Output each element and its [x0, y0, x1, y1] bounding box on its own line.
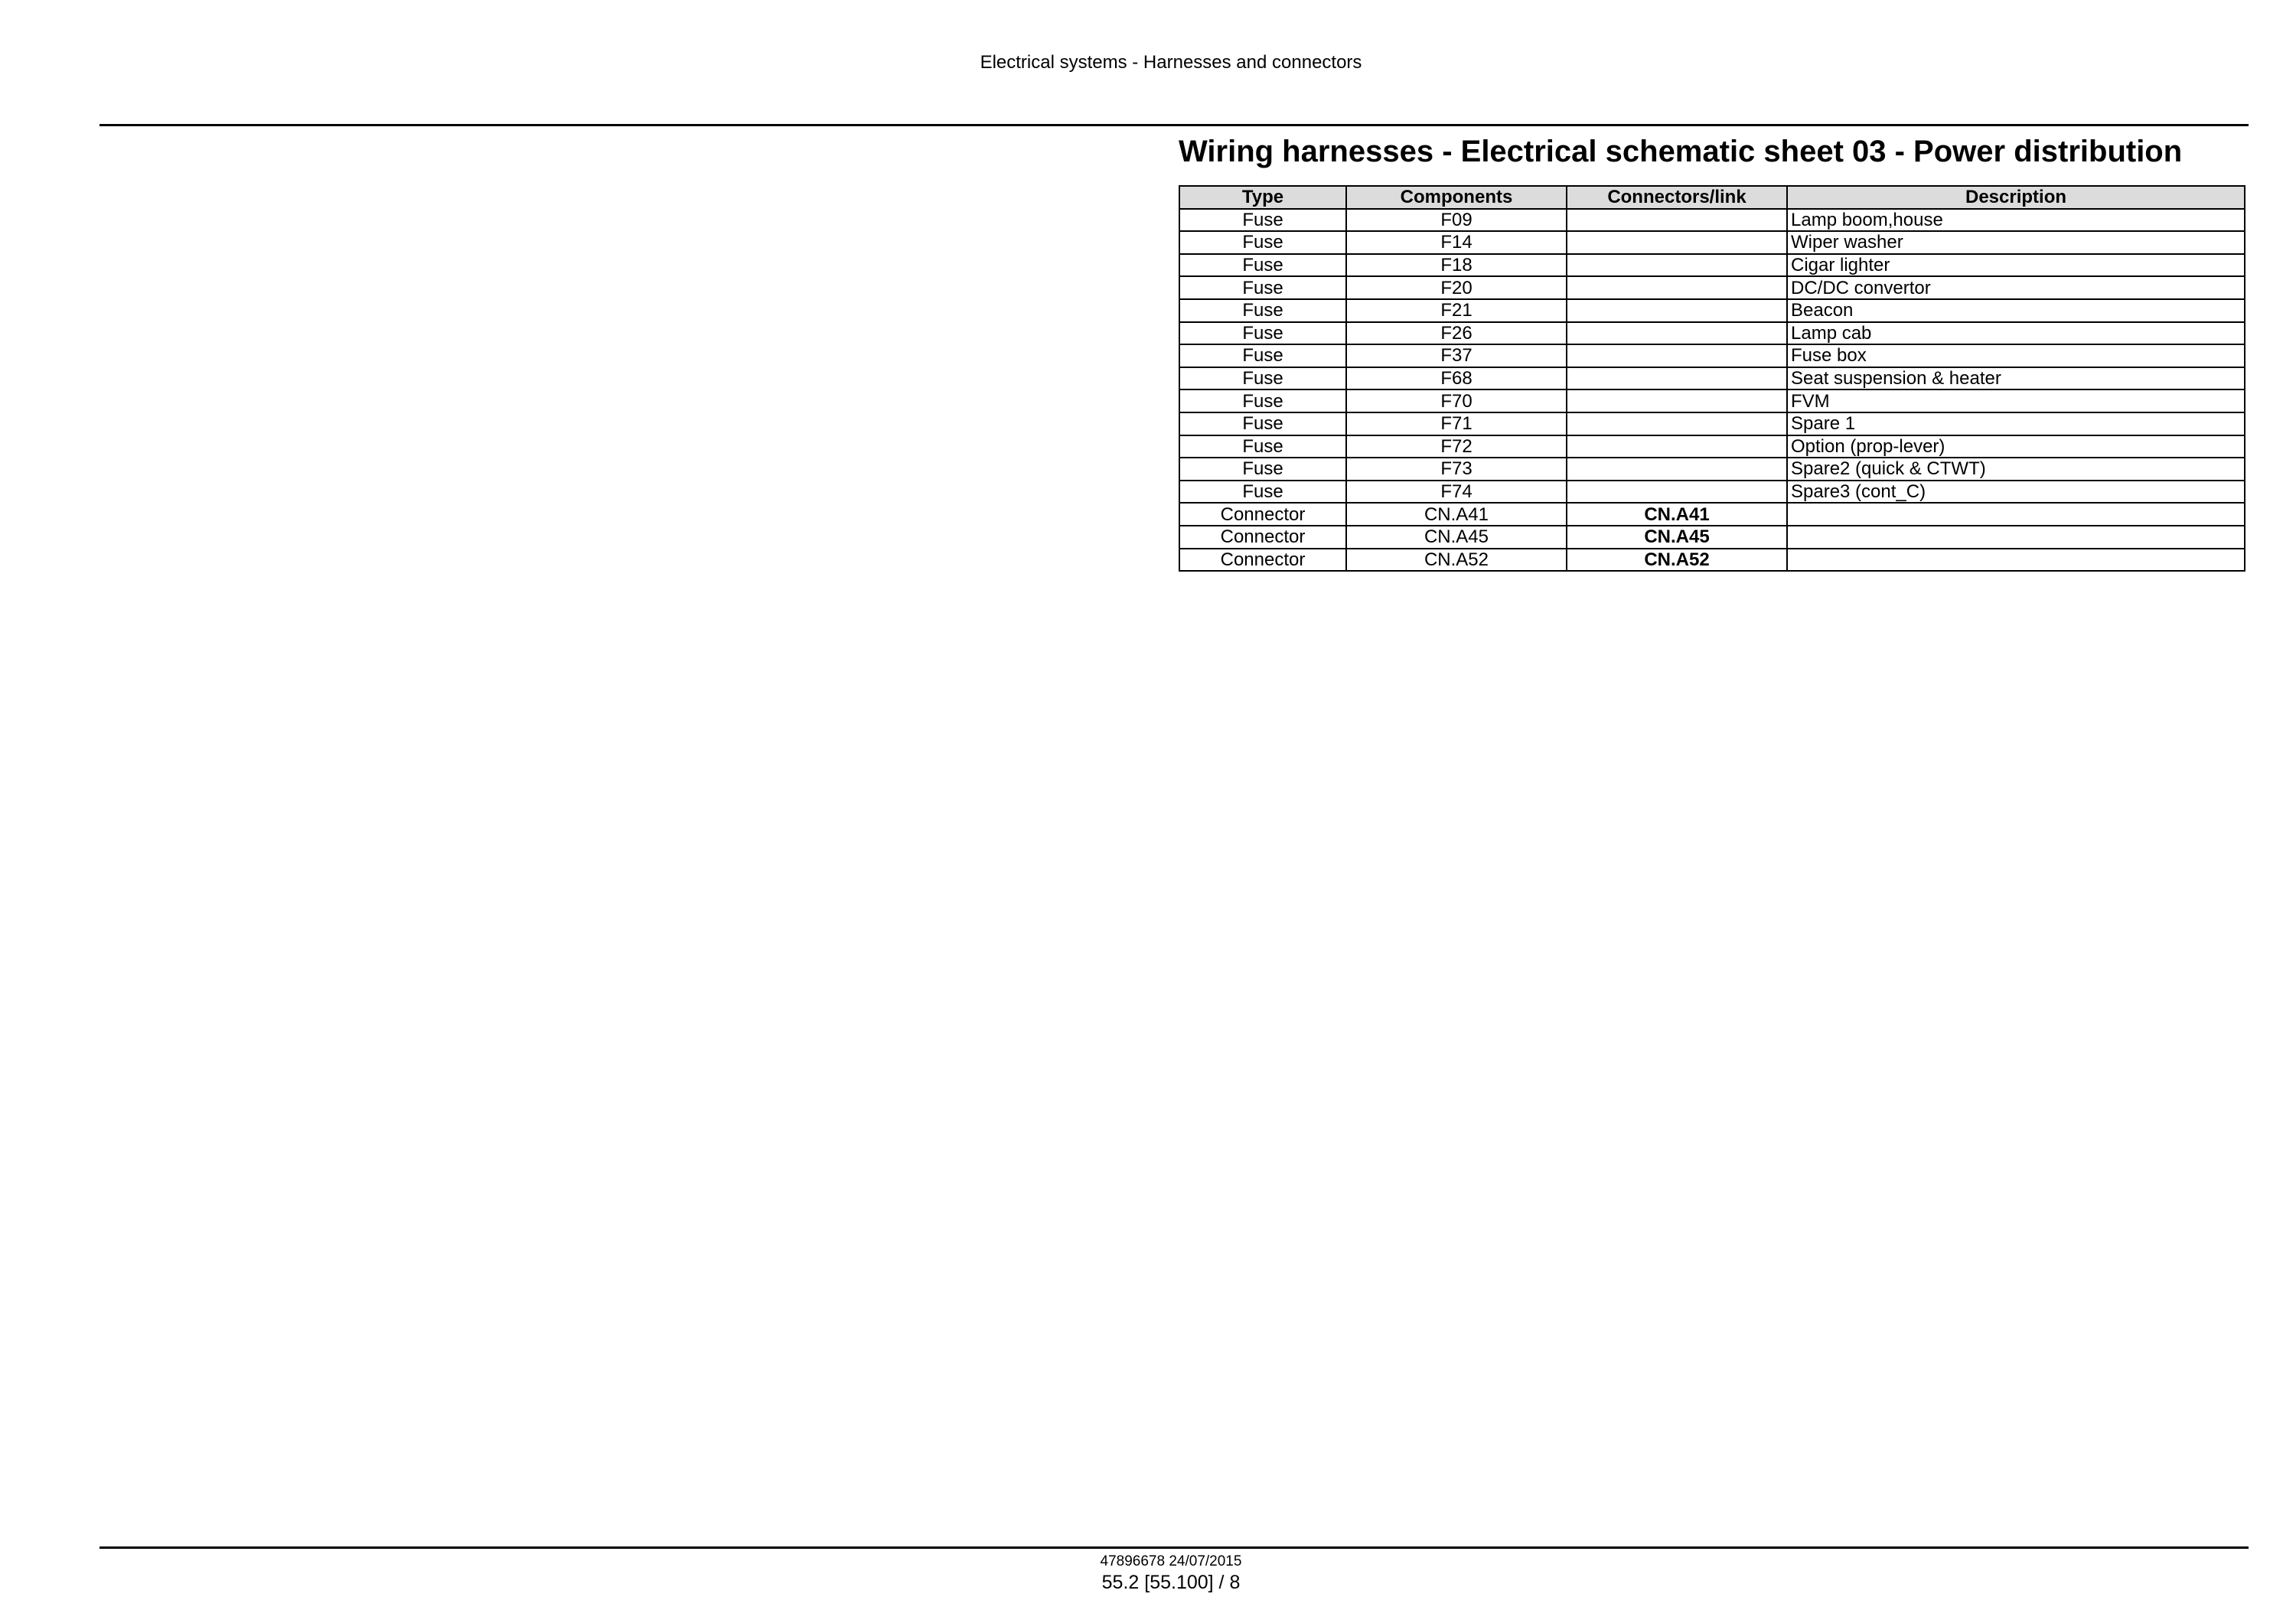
table-row	[1179, 526, 2245, 549]
cell-description: DC/DC convertor	[1787, 276, 2245, 299]
table-row	[1179, 435, 2245, 458]
table-row	[1179, 458, 2245, 481]
cell-description: Seat suspension & heater	[1787, 367, 2245, 390]
cell-description: Wiper washer	[1787, 231, 2245, 254]
cell-connector	[1567, 299, 1787, 322]
cell-description: Spare2 (quick & CTWT)	[1787, 458, 2245, 481]
cell-connector: CN.A52	[1567, 549, 1787, 572]
cell-component: F09	[1346, 209, 1567, 232]
table-row	[1179, 231, 2245, 254]
cell-type: Fuse	[1179, 435, 1346, 458]
cell-connector	[1567, 322, 1787, 345]
cell-type: Fuse	[1179, 481, 1346, 504]
cell-connector	[1567, 344, 1787, 367]
cell-description: Beacon	[1787, 299, 2245, 322]
cell-type: Fuse	[1179, 367, 1346, 390]
table-row	[1179, 503, 2245, 526]
cell-connector: CN.A45	[1567, 526, 1787, 549]
cell-component: F18	[1346, 254, 1567, 277]
cell-component: F21	[1346, 299, 1567, 322]
cell-component: CN.A41	[1346, 503, 1567, 526]
table-header-row	[1179, 186, 2245, 209]
cell-type: Fuse	[1179, 322, 1346, 345]
cell-type: Fuse	[1179, 276, 1346, 299]
cell-connector	[1567, 412, 1787, 435]
cell-type: Fuse	[1179, 231, 1346, 254]
cell-component: F14	[1346, 231, 1567, 254]
cell-description: Cigar lighter	[1787, 254, 2245, 277]
cell-description: Spare 1	[1787, 412, 2245, 435]
cell-type: Fuse	[1179, 254, 1346, 277]
table-row	[1179, 481, 2245, 504]
cell-description	[1787, 526, 2245, 549]
table-row	[1179, 299, 2245, 322]
cell-description	[1787, 503, 2245, 526]
cell-type: Fuse	[1179, 412, 1346, 435]
table-row	[1179, 344, 2245, 367]
cell-component: CN.A45	[1346, 526, 1567, 549]
cell-connector	[1567, 458, 1787, 481]
components-table	[1179, 185, 2245, 572]
cell-component: F37	[1346, 344, 1567, 367]
table-row	[1179, 412, 2245, 435]
running-header: Electrical systems - Harnesses and connectors	[980, 52, 1362, 73]
cell-component: F68	[1346, 367, 1567, 390]
cell-component: F73	[1346, 458, 1567, 481]
cell-connector	[1567, 231, 1787, 254]
column-header-connectors-link: Connectors/link	[1567, 186, 1787, 209]
cell-component: F71	[1346, 412, 1567, 435]
cell-component: F74	[1346, 481, 1567, 504]
footer-page-ref: 55.2 [55.100] / 8	[1101, 1572, 1241, 1593]
header-rule	[99, 124, 2249, 126]
cell-component: F20	[1346, 276, 1567, 299]
column-header-description: Description	[1787, 186, 2245, 209]
cell-description: Lamp boom,house	[1787, 209, 2245, 232]
cell-connector	[1567, 367, 1787, 390]
cell-component: F70	[1346, 389, 1567, 412]
section-title: Wiring harnesses - Electrical schematic sheet 03 - Power distribution	[1179, 135, 2183, 168]
cell-connector	[1567, 254, 1787, 277]
footer-doc-code: 47896678 24/07/2015	[1100, 1553, 1242, 1569]
table-body	[1179, 209, 2245, 572]
cell-connector	[1567, 276, 1787, 299]
cell-description: Option (prop-lever)	[1787, 435, 2245, 458]
table-row	[1179, 276, 2245, 299]
cell-description: Lamp cab	[1787, 322, 2245, 345]
cell-type: Fuse	[1179, 344, 1346, 367]
cell-type: Connector	[1179, 549, 1346, 572]
cell-type: Fuse	[1179, 299, 1346, 322]
cell-type: Fuse	[1179, 458, 1346, 481]
cell-connector	[1567, 209, 1787, 232]
cell-description: FVM	[1787, 389, 2245, 412]
footer-rule	[99, 1546, 2249, 1549]
cell-component: F72	[1346, 435, 1567, 458]
table-row	[1179, 254, 2245, 277]
table-row	[1179, 549, 2245, 572]
table-row	[1179, 389, 2245, 412]
cell-type: Connector	[1179, 526, 1346, 549]
table-row	[1179, 322, 2245, 345]
table-row	[1179, 367, 2245, 390]
cell-type: Connector	[1179, 503, 1346, 526]
cell-type: Fuse	[1179, 389, 1346, 412]
table-row	[1179, 209, 2245, 232]
cell-connector: CN.A41	[1567, 503, 1787, 526]
cell-component: CN.A52	[1346, 549, 1567, 572]
cell-component: F26	[1346, 322, 1567, 345]
column-header-type: Type	[1179, 186, 1346, 209]
cell-connector	[1567, 481, 1787, 504]
column-header-components: Components	[1346, 186, 1567, 209]
cell-description	[1787, 549, 2245, 572]
cell-connector	[1567, 389, 1787, 412]
cell-connector	[1567, 435, 1787, 458]
cell-description: Spare3 (cont_C)	[1787, 481, 2245, 504]
cell-type: Fuse	[1179, 209, 1346, 232]
cell-description: Fuse box	[1787, 344, 2245, 367]
